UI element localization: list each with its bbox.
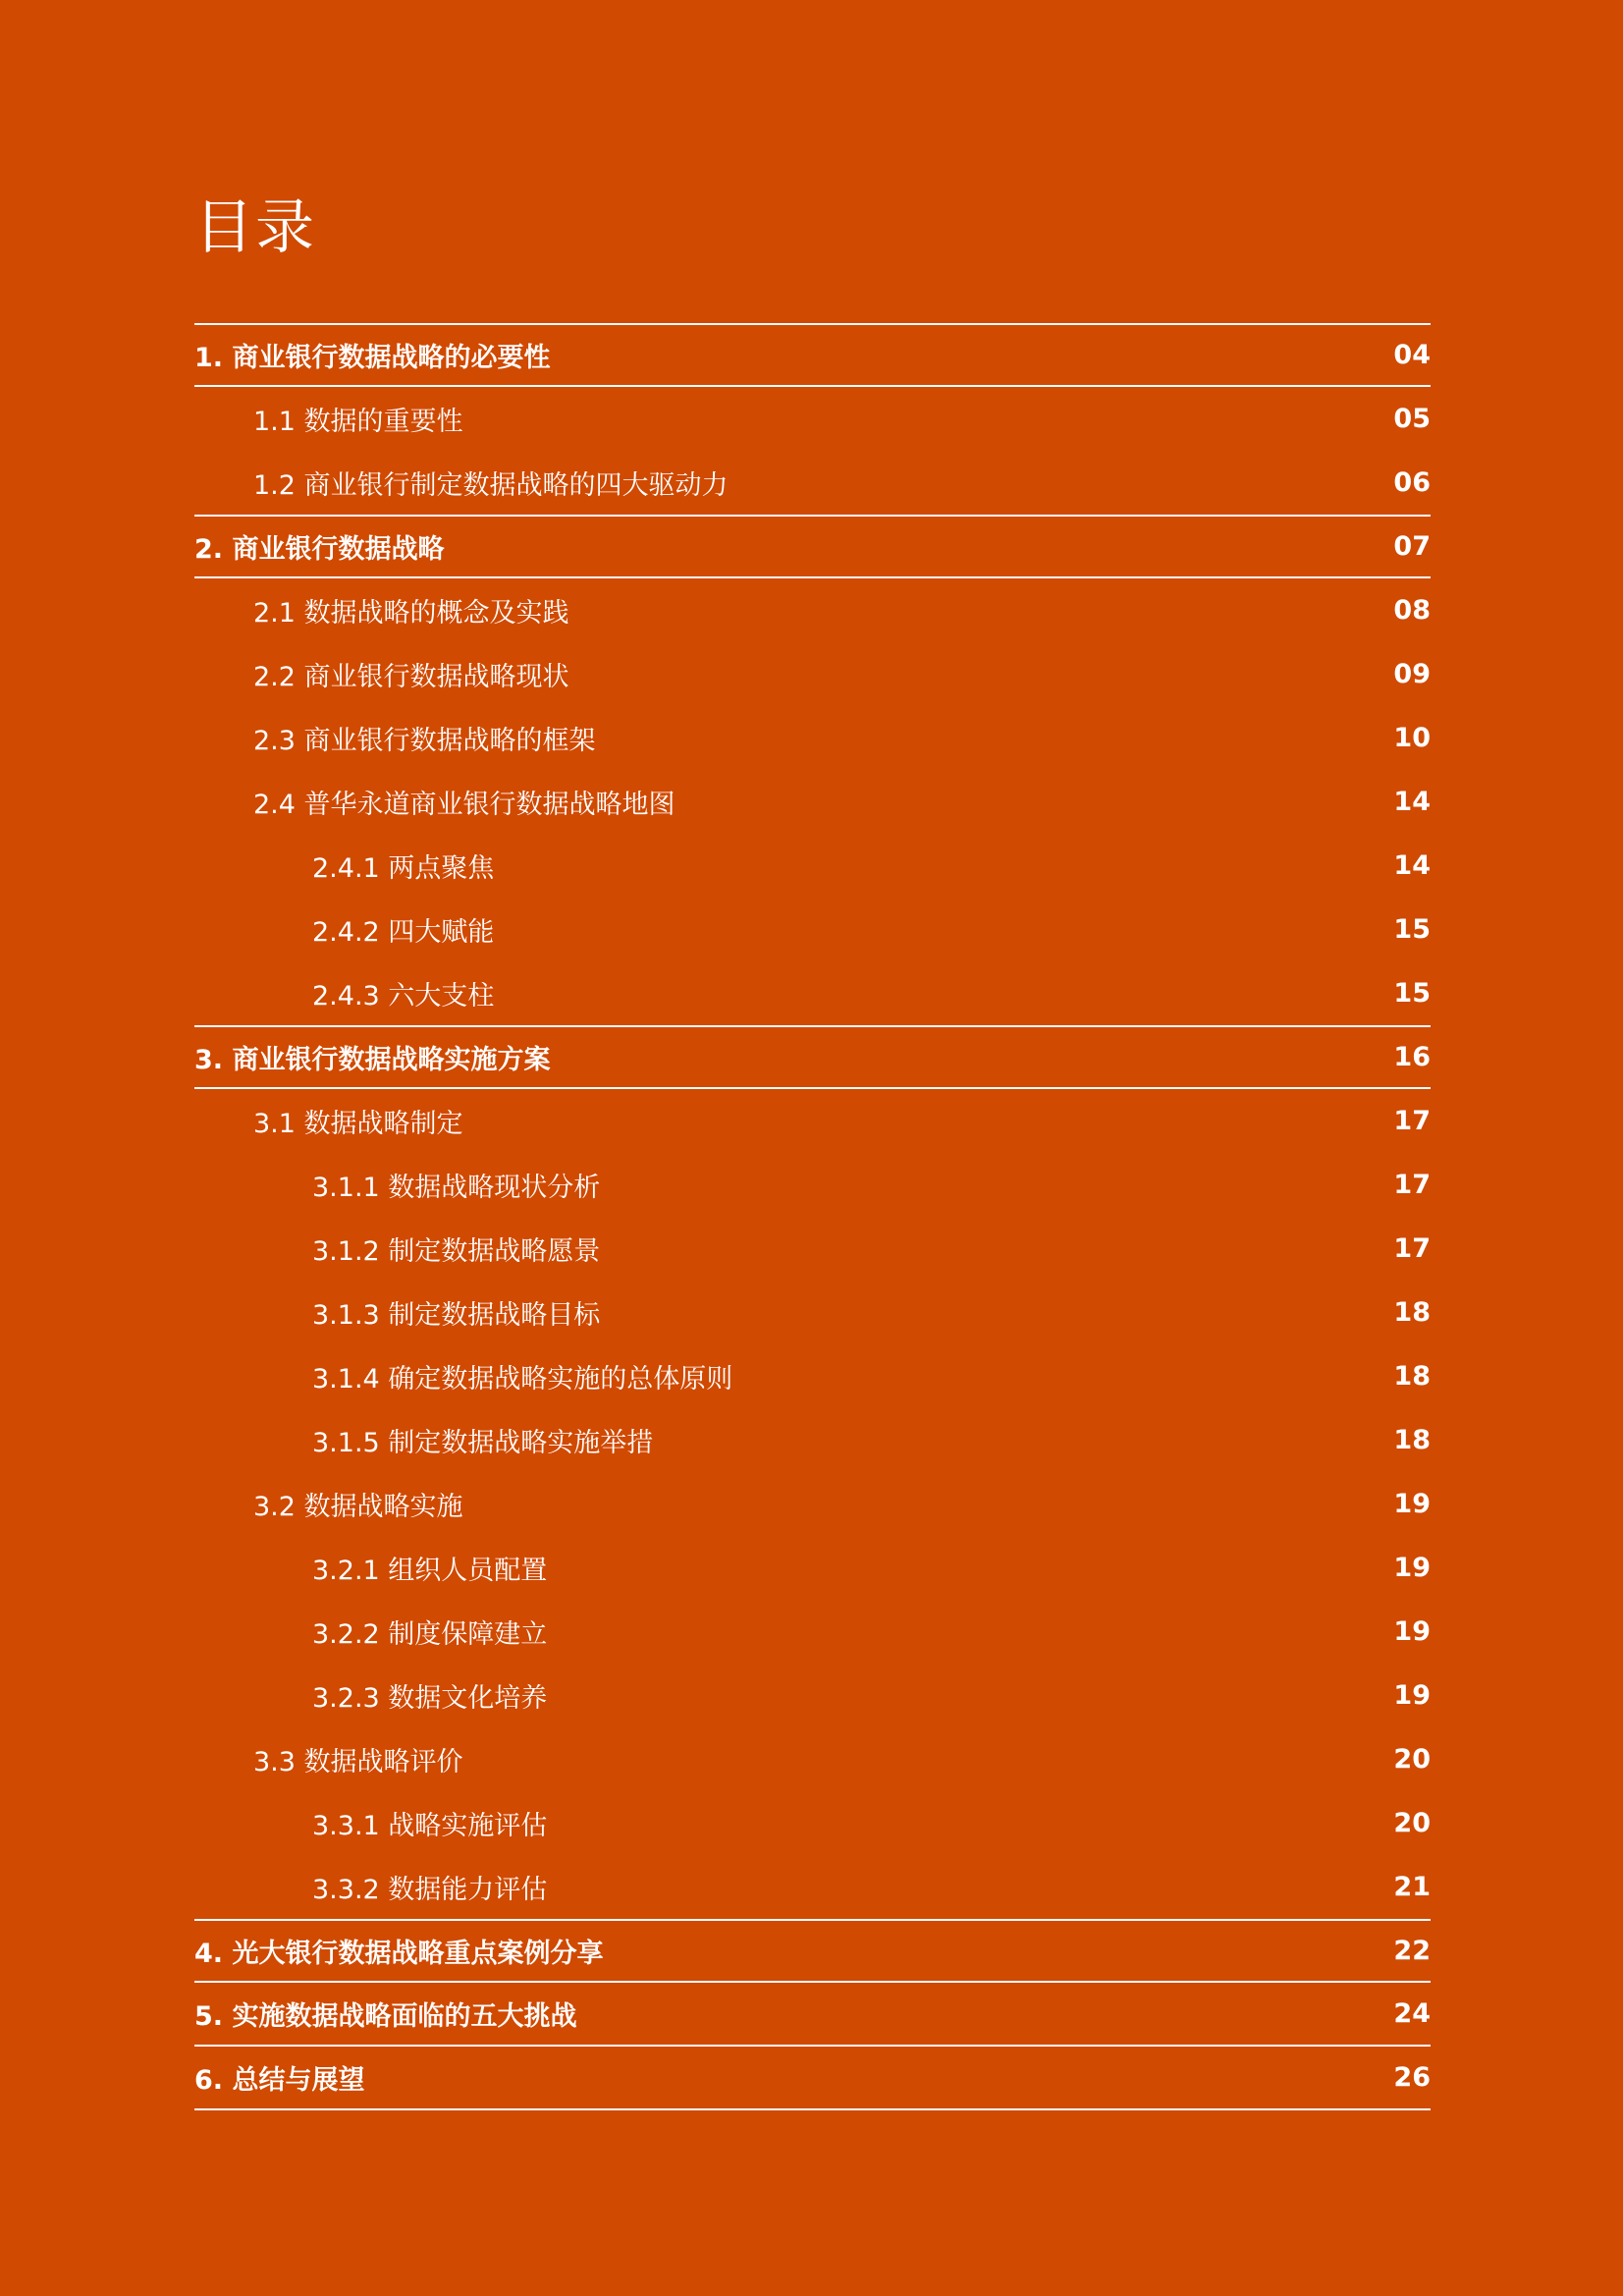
toc-list: [194, 323, 1431, 2110]
toc-entry-page-number: 24: [1393, 1998, 1431, 2029]
toc-entry-label: 5. 实施数据战略面临的五大挑战: [194, 2001, 577, 2032]
toc-entry[interactable]: [194, 2047, 1431, 2110]
toc-entry-label: 1.2 商业银行制定数据战略的四大驱动力: [253, 469, 729, 501]
toc-entry-label: 1.1 数据的重要性: [253, 406, 463, 437]
toc-entry[interactable]: [194, 961, 1431, 1025]
toc-entry-label: 2.1 数据战略的概念及实践: [253, 597, 569, 629]
toc-entry-label: 2.2 商业银行数据战略现状: [253, 661, 569, 692]
toc-entry[interactable]: [194, 387, 1431, 451]
toc-entry-page-number: 15: [1393, 977, 1431, 1009]
toc-entry-page-number: 18: [1393, 1360, 1431, 1392]
toc-entry-page-number: 14: [1393, 849, 1431, 881]
toc-entry-page-number: 08: [1393, 594, 1431, 626]
toc-entry-label: 3.2.3 数据文化培养: [312, 1682, 548, 1714]
toc-entry-page-number: 26: [1393, 2062, 1431, 2093]
toc-entry-page-number: 20: [1393, 1807, 1431, 1838]
toc-entry[interactable]: [194, 1919, 1431, 1983]
toc-entry-page-number: 19: [1393, 1679, 1431, 1711]
toc-entry[interactable]: [194, 1791, 1431, 1855]
toc-entry-page-number: 22: [1393, 1936, 1431, 1966]
toc-entry[interactable]: [194, 1472, 1431, 1536]
toc-entry-page-number: 04: [1393, 340, 1431, 370]
toc-entry-page-number: 05: [1393, 403, 1431, 434]
toc-entry[interactable]: [194, 1536, 1431, 1600]
toc-entry[interactable]: [194, 1281, 1431, 1344]
toc-entry-page-number: 17: [1393, 1169, 1431, 1200]
toc-entry-label: 3.1 数据战略制定: [253, 1108, 463, 1139]
toc-entry-label: 3. 商业银行数据战略实施方案: [194, 1045, 551, 1075]
toc-entry[interactable]: [194, 1344, 1431, 1408]
toc-entry-label: 4. 光大银行数据战略重点案例分享: [194, 1939, 604, 1969]
toc-entry[interactable]: [194, 1089, 1431, 1153]
toc-entry-label: 3.2.1 组织人员配置: [312, 1555, 548, 1586]
toc-entry-page-number: 18: [1393, 1424, 1431, 1455]
toc-entry-label: 3.3.1 战略实施评估: [312, 1810, 548, 1841]
toc-entry-label: 2.4.1 两点聚焦: [312, 852, 495, 884]
toc-entry[interactable]: [194, 1983, 1431, 2047]
toc-entry[interactable]: [194, 898, 1431, 961]
toc-entry-label: 3.1.5 制定数据战略实施举措: [312, 1427, 654, 1458]
toc-entry-label: 3.1.1 数据战略现状分析: [312, 1172, 601, 1203]
toc-entry-page-number: 10: [1393, 722, 1431, 753]
toc-entry-page-number: 18: [1393, 1296, 1431, 1328]
toc-entry-label: 3.1.2 制定数据战略愿景: [312, 1235, 601, 1267]
toc-entry-label: 3.1.3 制定数据战略目标: [312, 1299, 601, 1331]
toc-entry-page-number: 20: [1393, 1743, 1431, 1775]
toc-entry-page-number: 16: [1393, 1042, 1431, 1072]
toc-entry[interactable]: [194, 1153, 1431, 1217]
toc-entry[interactable]: [194, 642, 1431, 706]
toc-entry[interactable]: [194, 1855, 1431, 1919]
toc-entry-page-number: 07: [1393, 531, 1431, 562]
toc-entry-label: 1. 商业银行数据战略的必要性: [194, 343, 551, 373]
toc-entry[interactable]: [194, 1025, 1431, 1089]
toc-entry[interactable]: [194, 1664, 1431, 1727]
toc-entry-page-number: 15: [1393, 913, 1431, 945]
toc-entry-page-number: 19: [1393, 1615, 1431, 1647]
toc-entry[interactable]: [194, 1217, 1431, 1281]
toc-entry[interactable]: [194, 1600, 1431, 1664]
page-title: 目录: [194, 193, 316, 262]
toc-entry-label: 3.2.2 制度保障建立: [312, 1618, 548, 1650]
toc-entry-label: 2.4.2 四大赋能: [312, 916, 495, 948]
toc-entry-label: 6. 总结与展望: [194, 2065, 365, 2096]
toc-entry-label: 2.4.3 六大支柱: [312, 980, 495, 1011]
toc-entry[interactable]: [194, 451, 1431, 515]
toc-entry[interactable]: [194, 578, 1431, 642]
toc-entry[interactable]: [194, 323, 1431, 387]
toc-entry-page-number: 09: [1393, 658, 1431, 689]
toc-entry[interactable]: [194, 706, 1431, 770]
toc-entry[interactable]: [194, 1727, 1431, 1791]
toc-entry-page-number: 21: [1393, 1871, 1431, 1902]
toc-entry[interactable]: [194, 515, 1431, 578]
toc-entry[interactable]: [194, 770, 1431, 834]
toc-entry-label: 3.2 数据战略实施: [253, 1491, 463, 1522]
toc-entry-label: 2.3 商业银行数据战略的框架: [253, 725, 596, 756]
toc-entry[interactable]: [194, 1408, 1431, 1472]
toc-entry-page-number: 17: [1393, 1232, 1431, 1264]
toc-entry-label: 2. 商业银行数据战略: [194, 534, 445, 565]
toc-entry-page-number: 14: [1393, 786, 1431, 817]
toc-entry-label: 3.3.2 数据能力评估: [312, 1874, 548, 1905]
toc-entry[interactable]: [194, 834, 1431, 898]
toc-entry-label: 3.3 数据战略评价: [253, 1746, 463, 1777]
toc-entry-label: 2.4 普华永道商业银行数据战略地图: [253, 789, 676, 820]
toc-entry-page-number: 19: [1393, 1552, 1431, 1583]
toc-entry-page-number: 19: [1393, 1488, 1431, 1519]
toc-entry-page-number: 06: [1393, 466, 1431, 498]
toc-entry-label: 3.1.4 确定数据战略实施的总体原则: [312, 1363, 733, 1394]
toc-entry-page-number: 17: [1393, 1105, 1431, 1136]
